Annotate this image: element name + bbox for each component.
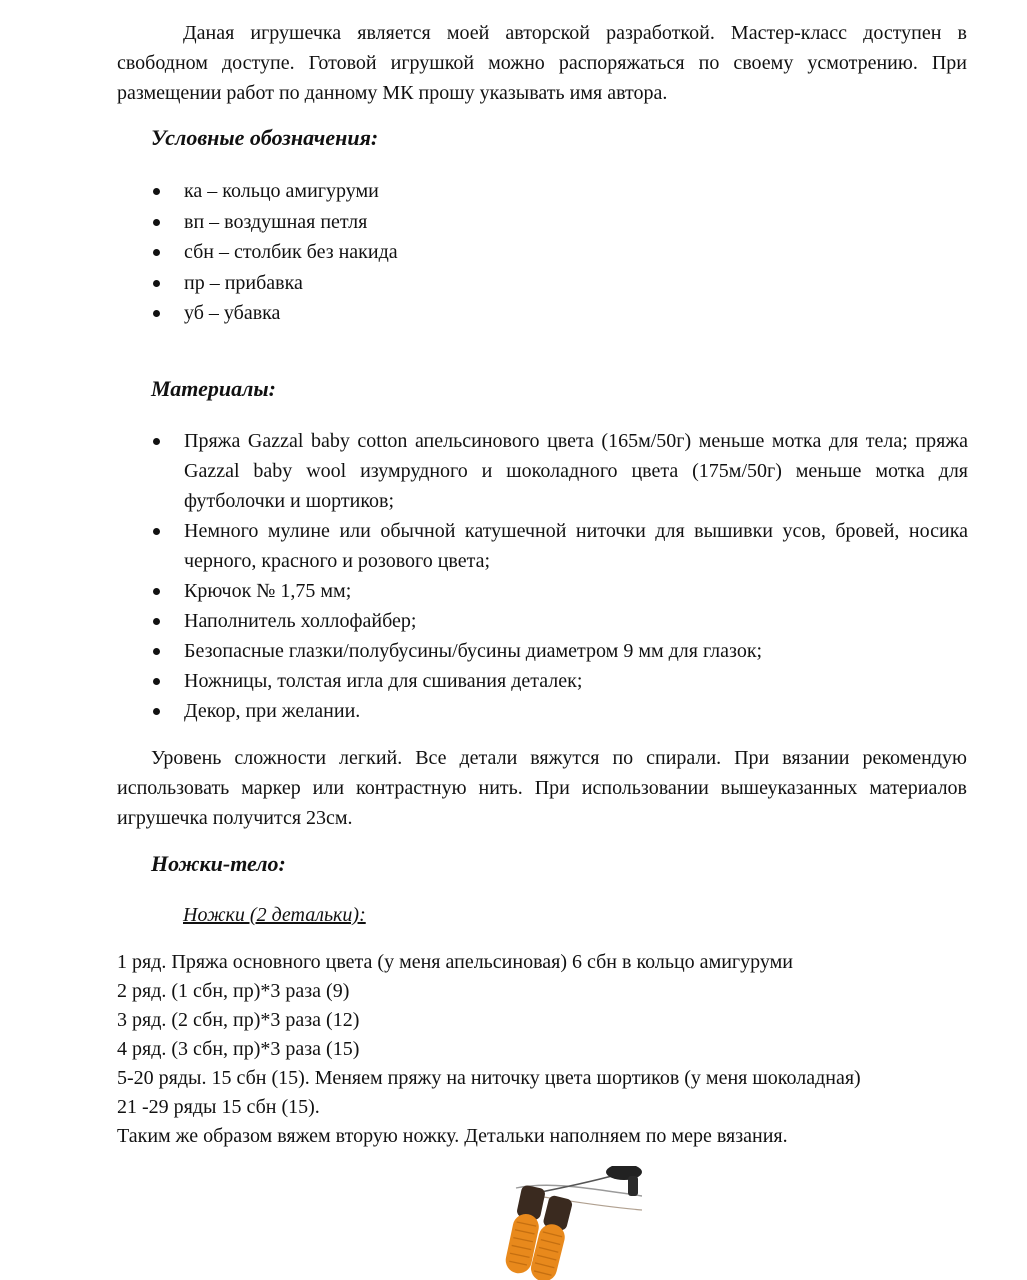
list-item: Безопасные глазки/полубусины/бусины диаметром 9 мм для глазок; [151, 636, 968, 666]
pattern-row: 2 ряд. (1 сбн, пр)*3 раза (9) [117, 980, 350, 1002]
list-item: ка – кольцо амигуруми [151, 176, 751, 207]
list-item: сбн – столбик без накида [151, 237, 751, 268]
materials-list [151, 426, 968, 726]
legend-heading: Условные обозначения: [151, 125, 379, 150]
list-item: Немного мулине или обычной катушечной ниточки для вышивки усов, бровей, носика черного, красного и розового цвета; [151, 516, 968, 576]
pattern-row: 21 -29 ряды 15 сбн (15). [117, 1096, 320, 1118]
legend-list [151, 176, 751, 329]
pattern-rows [117, 947, 967, 1150]
crocheted-legs-photo [476, 1166, 642, 1280]
legs-subheading: Ножки (2 детальки): [183, 904, 366, 926]
list-item: вп – воздушная петля [151, 207, 751, 238]
difficulty-paragraph: Уровень сложности легкий. Все детали вяжутся по спирали. При вязании рекомендую использовать маркер или контрастную нить. При использовании вышеуказанных материалов игрушечка получится 23см. [117, 747, 967, 829]
list-item: Наполнитель холлофайбер; [151, 606, 968, 636]
list-item: Декор, при желании. [151, 696, 968, 726]
pattern-row: Таким же образом вяжем вторую ножку. Детальки наполняем по мере вязания. [117, 1125, 788, 1147]
list-item: пр – прибавка [151, 268, 751, 299]
list-item: Ножницы, толстая игла для сшивания деталек; [151, 666, 968, 696]
list-item: уб – убавка [151, 298, 751, 329]
materials-heading: Материалы: [151, 376, 276, 401]
pattern-row: 5-20 ряды. 15 сбн (15). Меняем пряжу на ниточку цвета шортиков (у меня шоколадная) [117, 1067, 861, 1089]
intro-paragraph: Даная игрушечка является моей авторской разработкой. Мастер-класс доступен в свободном доступе. Готовой игрушкой можно распоряжаться по своему усмотрению. При размещении работ по данному МК прошу указывать имя автора. [117, 22, 967, 104]
pattern-row: 3 ряд. (2 сбн, пр)*3 раза (12) [117, 1009, 360, 1031]
list-item: Крючок № 1,75 мм; [151, 576, 968, 606]
legs-body-heading: Ножки-тело: [151, 851, 286, 876]
list-item: Пряжа Gazzal baby cotton апельсинового цвета (165м/50г) меньше мотка для тела; пряжа Gazzal baby wool изумрудного и шоколадного цвета (175м/50г) меньше мотка для футболочки и шортиков; [151, 426, 968, 516]
pattern-row: 4 ряд. (3 сбн, пр)*3 раза (15) [117, 1038, 360, 1060]
pattern-row: 1 ряд. Пряжа основного цвета (у меня апельсиновая) 6 сбн в кольцо амигуруми [117, 951, 793, 973]
